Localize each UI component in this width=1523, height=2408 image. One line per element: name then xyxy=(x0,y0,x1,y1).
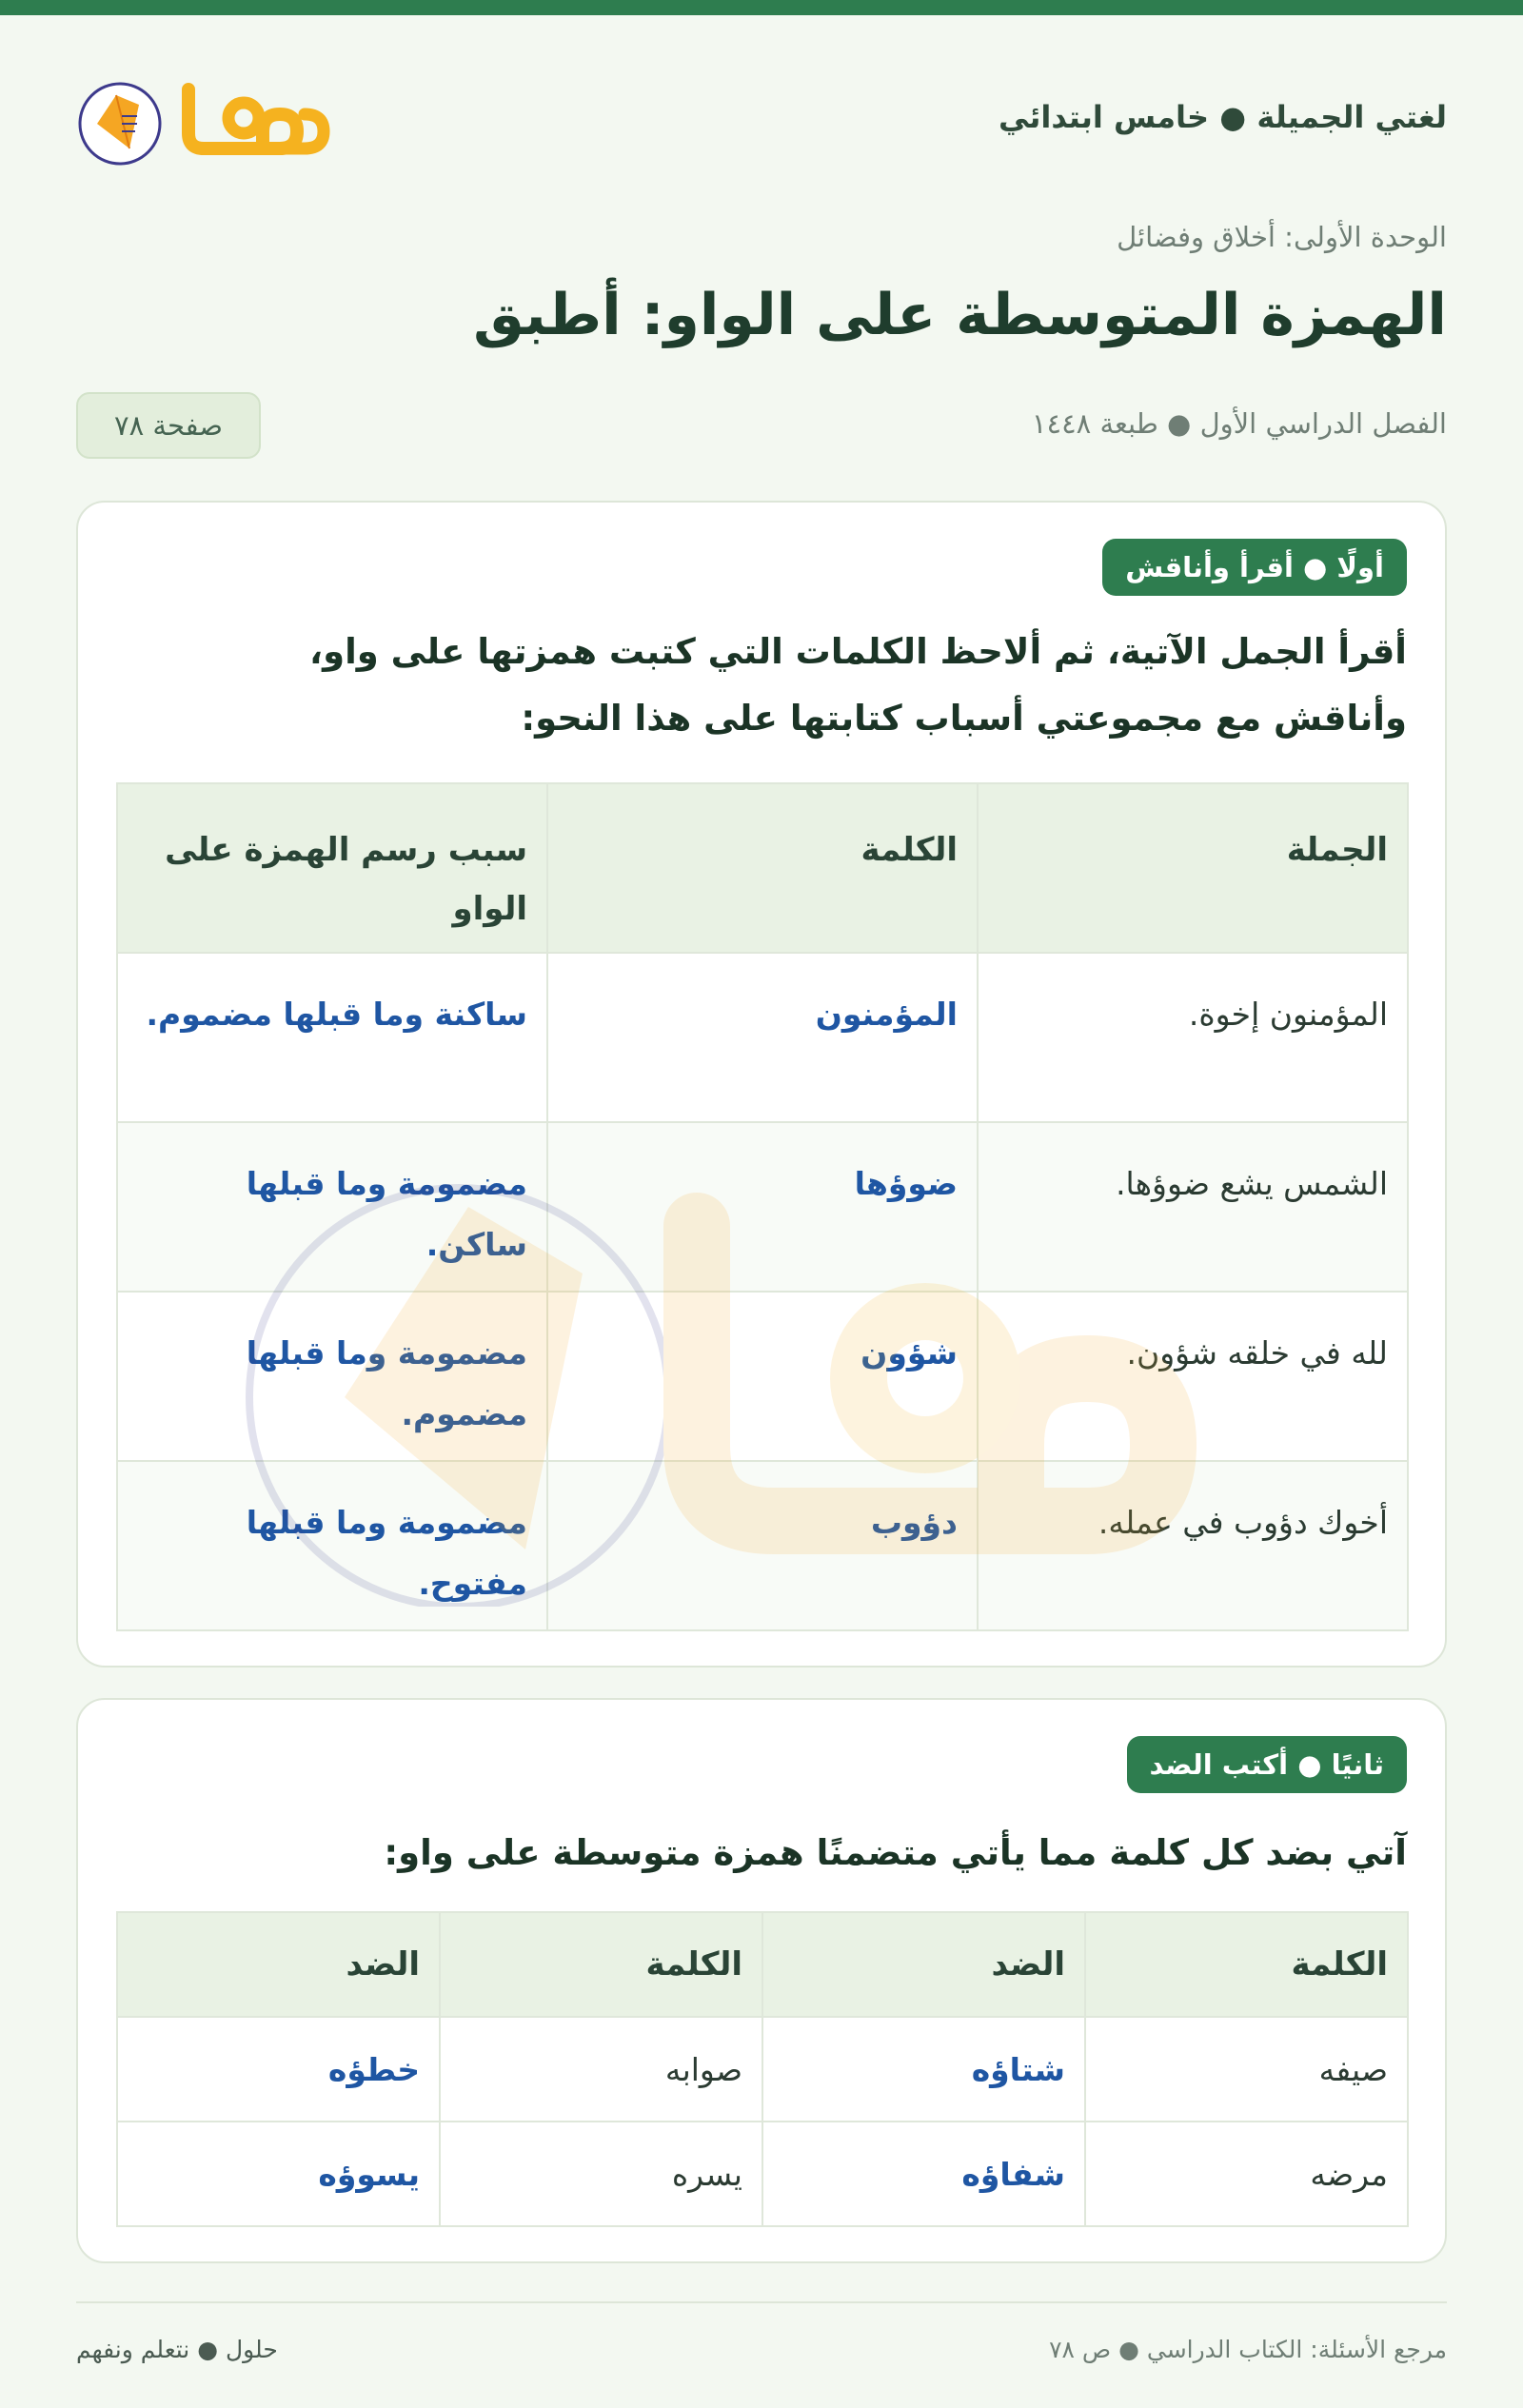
column-header-sentence: الجملة xyxy=(978,783,1408,953)
word-cell: مرضه xyxy=(1085,2122,1408,2226)
instruction-line-1: أقرأ الجمل الآتية، ثم ألاحظ الكلمات التي كتبت همزتها على واو، xyxy=(309,631,1407,672)
instruction-line-2: وأناقش مع مجموعتي أسباب كتابتها على هذا النحو: xyxy=(521,698,1407,739)
column-header-word: الكلمة xyxy=(547,783,978,953)
word-cell: ضوؤها xyxy=(547,1122,978,1292)
footer-brand: حلول ● نتعلم ونفهم xyxy=(76,2336,278,2363)
word-cell: صيفه xyxy=(1085,2017,1408,2122)
column-header-word: الكلمة xyxy=(1085,1912,1408,2017)
unit-label: الوحدة الأولى: أخلاق وفضائل xyxy=(1117,221,1447,253)
opposite-cell: خطؤه xyxy=(117,2017,440,2122)
table-row xyxy=(117,1461,1408,1630)
sentence-cell: لله في خلقه شؤون. xyxy=(978,1292,1408,1461)
word-cell: صوابه xyxy=(440,2017,762,2122)
table-row xyxy=(117,2122,1408,2226)
word-cell: شؤون xyxy=(547,1292,978,1461)
sentence-cell: المؤمنون إخوة. xyxy=(978,953,1408,1122)
word-cell: دؤوب xyxy=(547,1461,978,1630)
table-header-row xyxy=(117,783,1408,953)
footer-reference: مرجع الأسئلة: الكتاب الدراسي ● ص ٧٨ xyxy=(1049,2336,1447,2363)
lesson-title: الهمزة المتوسطة على الواو: أطبق xyxy=(473,282,1447,348)
table-row xyxy=(117,953,1408,1122)
hamza-table xyxy=(116,782,1409,1631)
section-read-discuss xyxy=(76,501,1447,1668)
word-cell: يسره xyxy=(440,2122,762,2226)
column-header-word: الكلمة xyxy=(440,1912,762,2017)
reason-cell: مضمومة وما قبلها مضموم. xyxy=(117,1292,547,1461)
reason-cell: ساكنة وما قبلها مضموم. xyxy=(117,953,547,1122)
opposites-table xyxy=(116,1911,1409,2227)
table-row xyxy=(117,1122,1408,1292)
section2-badge: ثانيًا ● أكتب الضد xyxy=(1127,1736,1408,1793)
section1-badge: أولًا ● أقرأ وأناقش xyxy=(1102,539,1407,596)
term-label: الفصل الدراسي الأول ● طبعة ١٤٤٨ xyxy=(1031,407,1447,440)
opposite-cell: يسوؤه xyxy=(117,2122,440,2226)
word-cell: المؤمنون xyxy=(547,953,978,1122)
section1-instruction xyxy=(169,619,1407,752)
table-header-row xyxy=(117,1912,1408,2017)
section2-instruction: آتي بضد كل كلمة مما يأتي متضمنًا همزة متوسطة على واو: xyxy=(384,1832,1407,1873)
footer-divider xyxy=(76,2301,1447,2303)
reason-cell: مضمومة وما قبلها ساكن. xyxy=(117,1122,547,1292)
sentence-cell: أخوك دؤوب في عمله. xyxy=(978,1461,1408,1630)
column-header-opposite: الضد xyxy=(117,1912,440,2017)
hulul-logo xyxy=(76,61,352,175)
opposite-cell: شفاؤه xyxy=(762,2122,1085,2226)
page-header xyxy=(76,61,1447,175)
opposite-cell: شتاؤه xyxy=(762,2017,1085,2122)
section-write-opposite xyxy=(76,1698,1447,2263)
table-row xyxy=(117,2017,1408,2122)
top-accent-bar xyxy=(0,0,1523,15)
page-number-badge: صفحة ٧٨ xyxy=(76,392,261,459)
table-row xyxy=(117,1292,1408,1461)
column-header-opposite: الضد xyxy=(762,1912,1085,2017)
column-header-reason: سبب رسم الهمزة على الواو xyxy=(117,783,547,953)
sentence-cell: الشمس يشع ضوؤها. xyxy=(978,1122,1408,1292)
reason-cell: مضمومة وما قبلها مفتوح. xyxy=(117,1461,547,1630)
book-title: لغتي الجميلة ● خامس ابتدائي xyxy=(998,99,1447,135)
